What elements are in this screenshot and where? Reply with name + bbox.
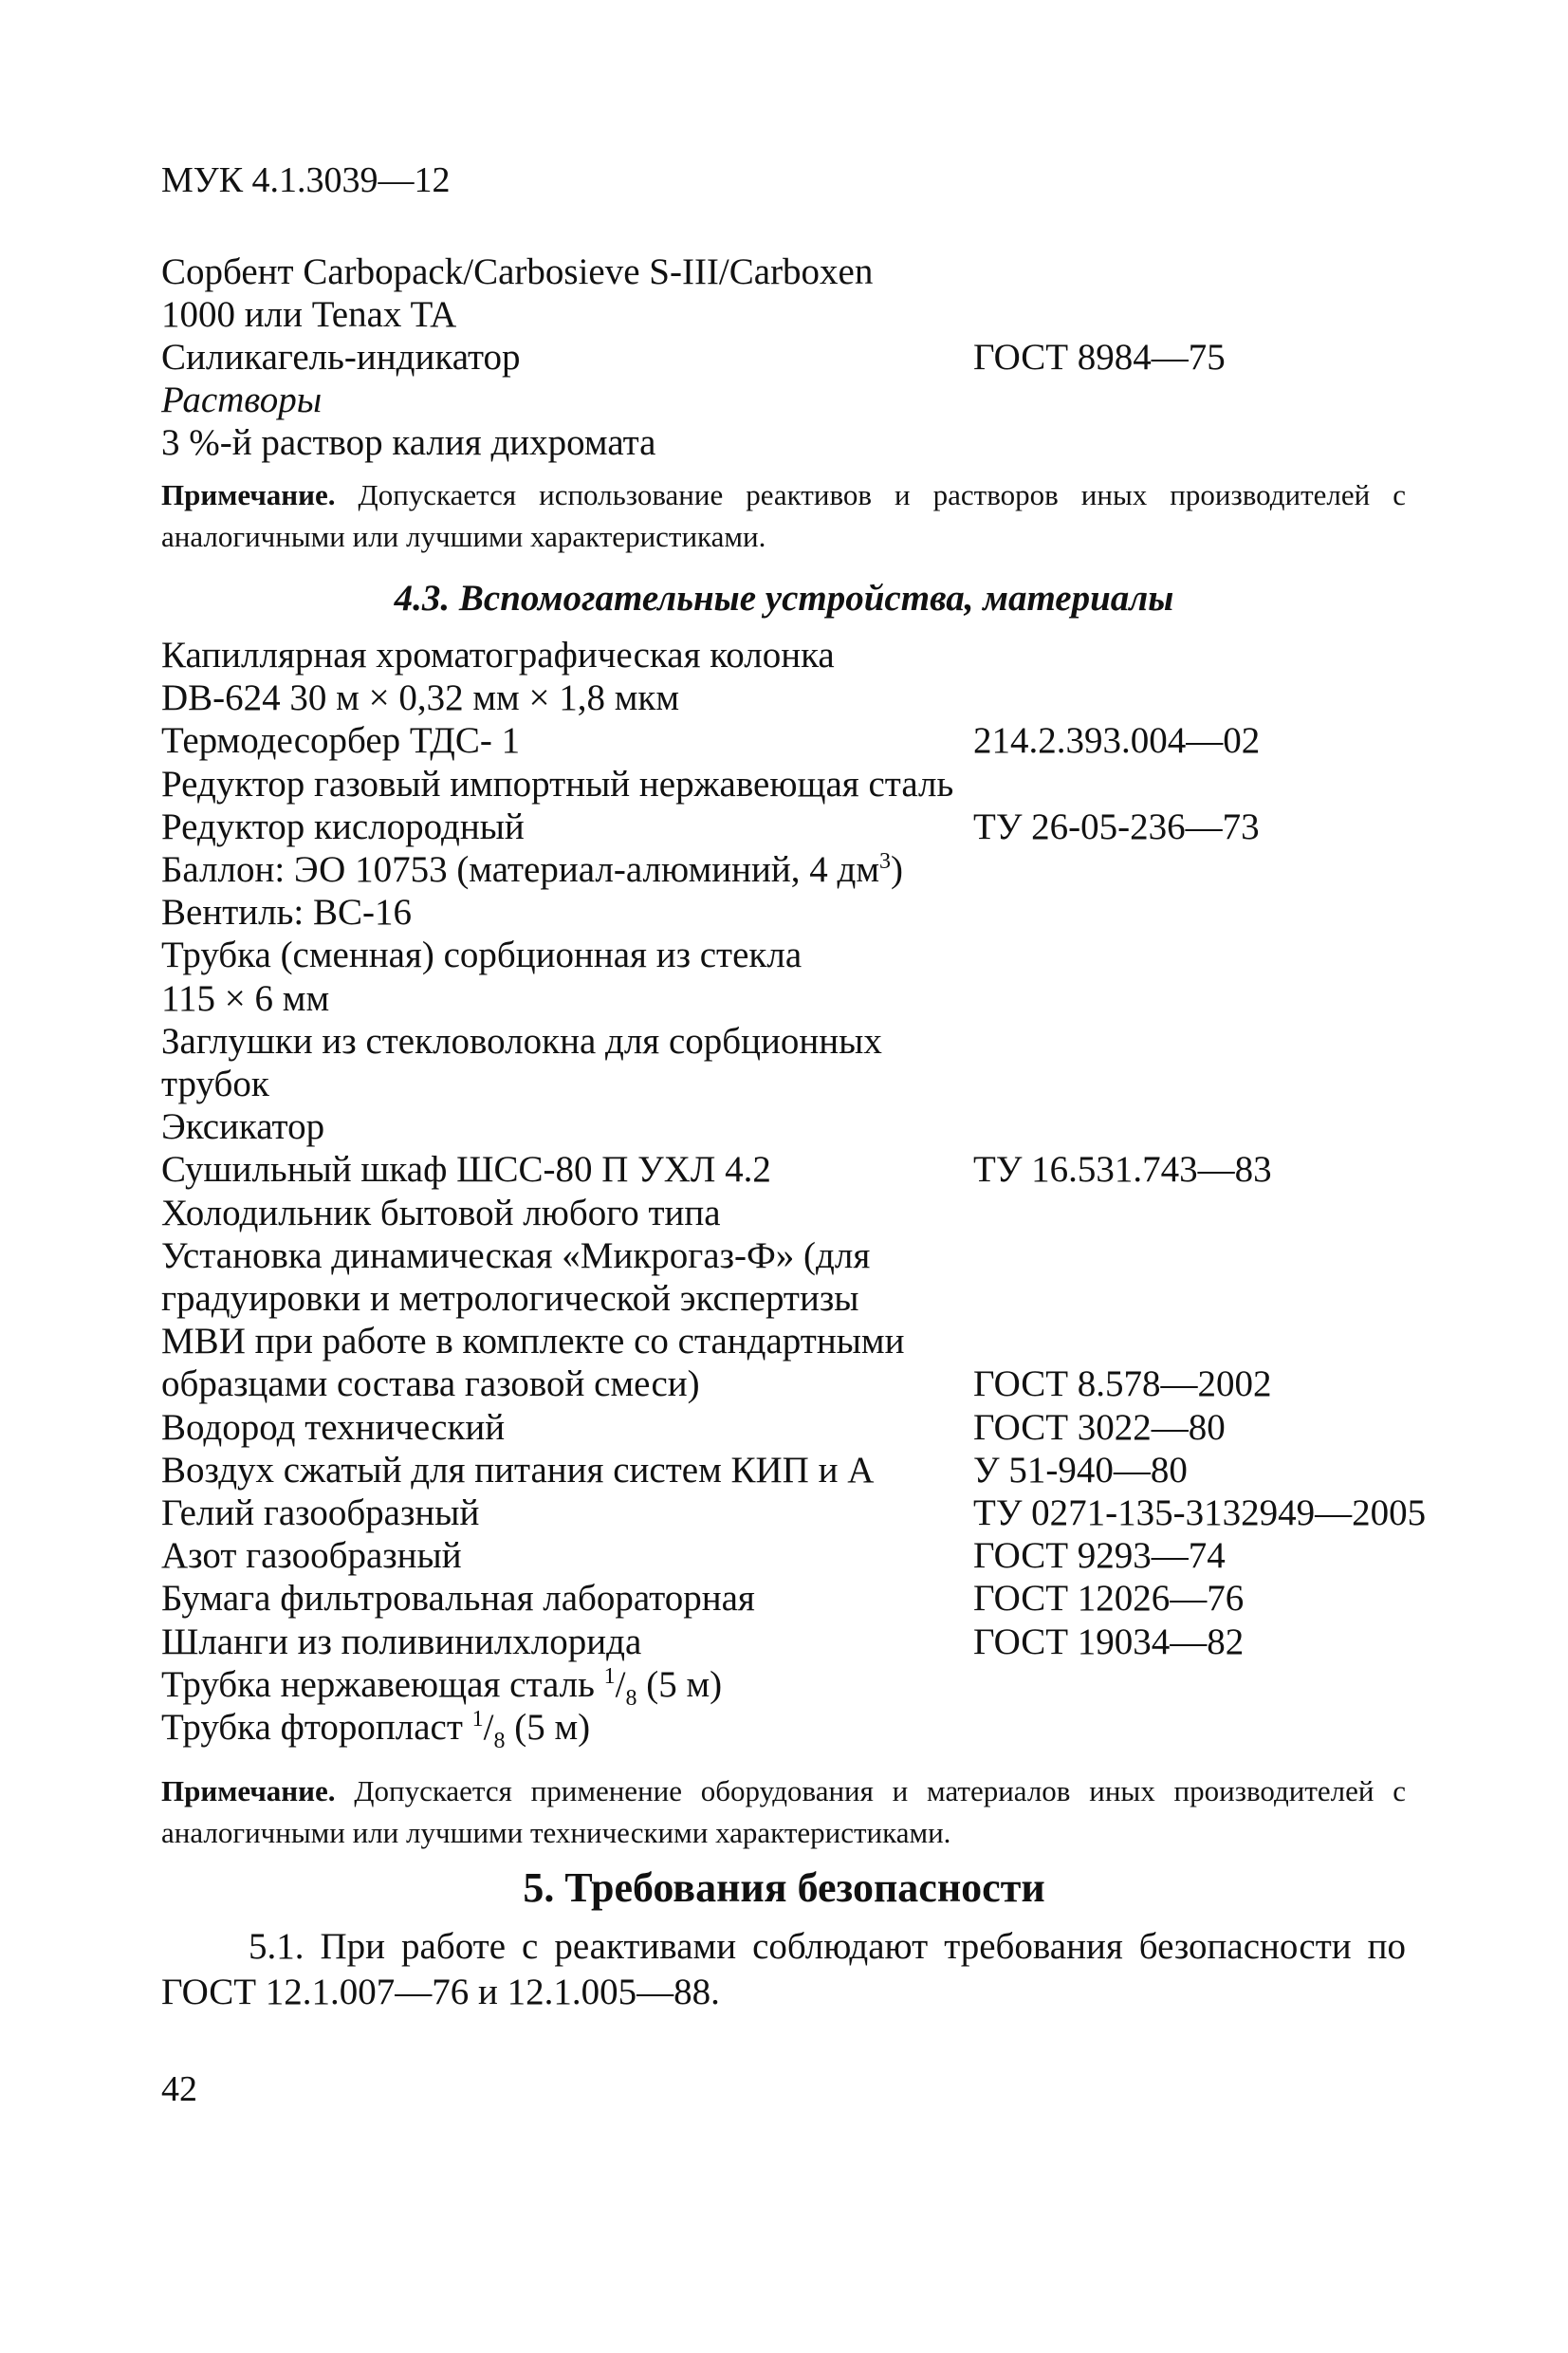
subscript: 8 [625, 1685, 637, 1711]
document-header: МУК 4.1.3039—12 [161, 160, 451, 200]
list-item [161, 293, 1489, 337]
list-item [161, 1663, 1489, 1711]
note-equipment [161, 1770, 1406, 1854]
superscript: 1 [603, 1663, 616, 1689]
item-name-text: Трубка фторопласт [161, 1707, 472, 1748]
item-name-text: 1000 или Tenax TA [161, 294, 457, 335]
item-name [161, 336, 521, 380]
list-item [161, 250, 1489, 294]
item-name [161, 1320, 904, 1363]
item-name [161, 763, 953, 806]
item-name-text: Термодесорбер ТДС- 1 [161, 720, 521, 762]
list-item [161, 977, 1489, 1021]
note-text: Допускается использование реактивов и растворов иных производителей с аналогичными или лучшими характеристиками. [161, 478, 1406, 553]
item-name-text: Воздух сжатый для питания систем КИП и А [161, 1449, 875, 1491]
item-name [161, 1277, 858, 1321]
list-item [161, 1706, 1489, 1753]
item-name [161, 1148, 771, 1192]
item-name-text: Сушильный шкаф ШСС-80 П УХЛ 4.2 [161, 1149, 771, 1191]
note-text: Допускается применение оборудования и материалов иных производителей с аналогичными или лучшими техническими характеристиками. [161, 1774, 1406, 1849]
list-item [161, 1621, 1489, 1664]
list-item [161, 763, 1489, 806]
list-item [161, 1192, 1489, 1235]
item-name-text: 115 × 6 мм [161, 977, 330, 1019]
item-name-text: градуировки и метрологической экспертизы [161, 1278, 859, 1319]
item-name-text: Сорбент Carbopack/Carbosieve S-III/Carboxen [161, 251, 874, 292]
list-item [161, 1148, 1489, 1192]
item-name [161, 1621, 641, 1664]
item-name-text: Водород технический [161, 1406, 506, 1448]
fraction-slash: / [483, 1707, 494, 1748]
list-item [161, 1277, 1489, 1321]
item-standard: ГОСТ 3022—80 [973, 1406, 1226, 1448]
item-name-tail: (5 м) [505, 1707, 591, 1748]
list-item [161, 421, 1489, 465]
item-name-tail: ) [891, 849, 904, 890]
item-name [161, 250, 873, 294]
item-name-text: DB-624 30 м × 0,32 мм × 1,8 мкм [161, 677, 679, 719]
item-name [161, 1449, 874, 1492]
subscript: 8 [493, 1728, 506, 1753]
item-name-text: Редуктор кислородный [161, 806, 525, 847]
item-name-text: Заглушки из стекловолокна для сорбционных [161, 1020, 882, 1062]
item-name [161, 1406, 505, 1450]
item-name [161, 848, 903, 892]
item-name [161, 293, 456, 337]
item-name [161, 1105, 324, 1149]
item-name-text: Трубка нержавеющая сталь [161, 1663, 604, 1705]
item-name [161, 1534, 462, 1578]
list-item [161, 1534, 1489, 1578]
item-name [161, 634, 835, 677]
list-item [161, 806, 1489, 849]
list-item [161, 1362, 1489, 1406]
fraction-slash: / [615, 1663, 626, 1705]
list-item [161, 379, 1489, 422]
item-standard: ГОСТ 12026—76 [973, 1578, 1245, 1620]
item-name [161, 1063, 269, 1106]
item-standard: ТУ 26-05-236—73 [973, 806, 1260, 847]
list-item [161, 1105, 1489, 1149]
list-item [161, 1491, 1489, 1535]
list-item [161, 634, 1489, 677]
list-item [161, 1449, 1489, 1492]
item-name [161, 934, 802, 977]
item-standard: ТУ 16.531.743—83 [973, 1149, 1272, 1191]
list-item [161, 1234, 1489, 1278]
item-name [161, 977, 329, 1021]
item-name-tail: (5 м) [636, 1663, 723, 1705]
list-item [161, 891, 1489, 935]
list-item [161, 1063, 1489, 1106]
item-name-text: Шланги из поливинилхлорида [161, 1621, 642, 1662]
item-name-text: трубок [161, 1064, 269, 1104]
list-item [161, 934, 1489, 977]
item-name-text: Бумага фильтровальная лабораторная [161, 1578, 755, 1620]
superscript: 1 [471, 1707, 484, 1732]
item-name-text: 3 %-й раствор калия дихромата [161, 422, 656, 463]
item-name [161, 379, 322, 422]
item-name [161, 1362, 700, 1406]
list-item [161, 336, 1489, 380]
list-item [161, 676, 1489, 720]
item-name [161, 1491, 479, 1535]
note-label: Примечание. [161, 1774, 336, 1807]
note-label: Примечание. [161, 478, 336, 511]
item-name-text: Эксикатор [161, 1106, 325, 1148]
item-name-text: Установка динамическая «Микрогаз-Ф» (для [161, 1234, 871, 1276]
item-name-text: МВИ при работе в комплекте со стандартными [161, 1321, 905, 1362]
note-reagents [161, 474, 1406, 558]
item-name-text: Азот газообразный [161, 1535, 462, 1577]
item-name [161, 1706, 591, 1753]
item-name [161, 1577, 755, 1621]
item-name-text: Вентиль: ВС-16 [161, 892, 412, 934]
list-item [161, 848, 1489, 892]
item-name [161, 1234, 870, 1278]
item-name [161, 891, 412, 935]
item-name-text: Редуктор газовый импортный нержавеющая сталь [161, 763, 954, 805]
list-item [161, 1577, 1489, 1621]
item-name [161, 1192, 721, 1235]
list-item [161, 719, 1489, 763]
item-standard: ГОСТ 8984—75 [973, 337, 1226, 378]
item-name [161, 1663, 723, 1711]
list-item [161, 1020, 1489, 1064]
item-standard: ГОСТ 19034—82 [973, 1621, 1245, 1662]
item-name [161, 719, 520, 763]
item-name [161, 1020, 882, 1064]
item-standard: ТУ 0271-135-3132949—2005 [973, 1492, 1427, 1533]
section-title: 5. Требования безопасности [523, 1864, 1045, 1911]
item-name [161, 421, 655, 465]
item-name [161, 676, 679, 720]
item-name-text: Баллон: ЭО 10753 (материал-алюминий, 4 дм [161, 849, 880, 890]
superscript: 3 [879, 849, 892, 874]
list-item [161, 1406, 1489, 1450]
list-item [161, 1320, 1489, 1363]
item-standard: У 51-940—80 [973, 1449, 1188, 1491]
item-standard: ГОСТ 8.578—2002 [973, 1363, 1272, 1405]
item-name-text: Холодильник бытовой любого типа [161, 1192, 721, 1233]
item-name-text: Гелий газообразный [161, 1492, 480, 1533]
item-name-text: образцами состава газовой смеси) [161, 1363, 700, 1405]
item-name [161, 806, 525, 849]
page-number: 42 [161, 2069, 197, 2109]
item-name-text: Силикагель-индикатор [161, 337, 521, 378]
paragraph-5-1: 5.1. При работе с реактивами соблюдают требования безопасности по ГОСТ 12.1.007—76 и 12.1.005—88. [161, 1926, 1406, 2012]
item-standard: 214.2.393.004—02 [973, 720, 1261, 762]
item-name-text: Капиллярная хроматографическая колонка [161, 635, 835, 676]
item-name-text: Трубка (сменная) сорбционная из стекла [161, 935, 802, 976]
item-standard: ГОСТ 9293—74 [973, 1535, 1226, 1577]
item-name-text: Растворы [161, 380, 323, 420]
subsection-title: 4.3. Вспомогательные устройства, материалы [394, 578, 1174, 619]
